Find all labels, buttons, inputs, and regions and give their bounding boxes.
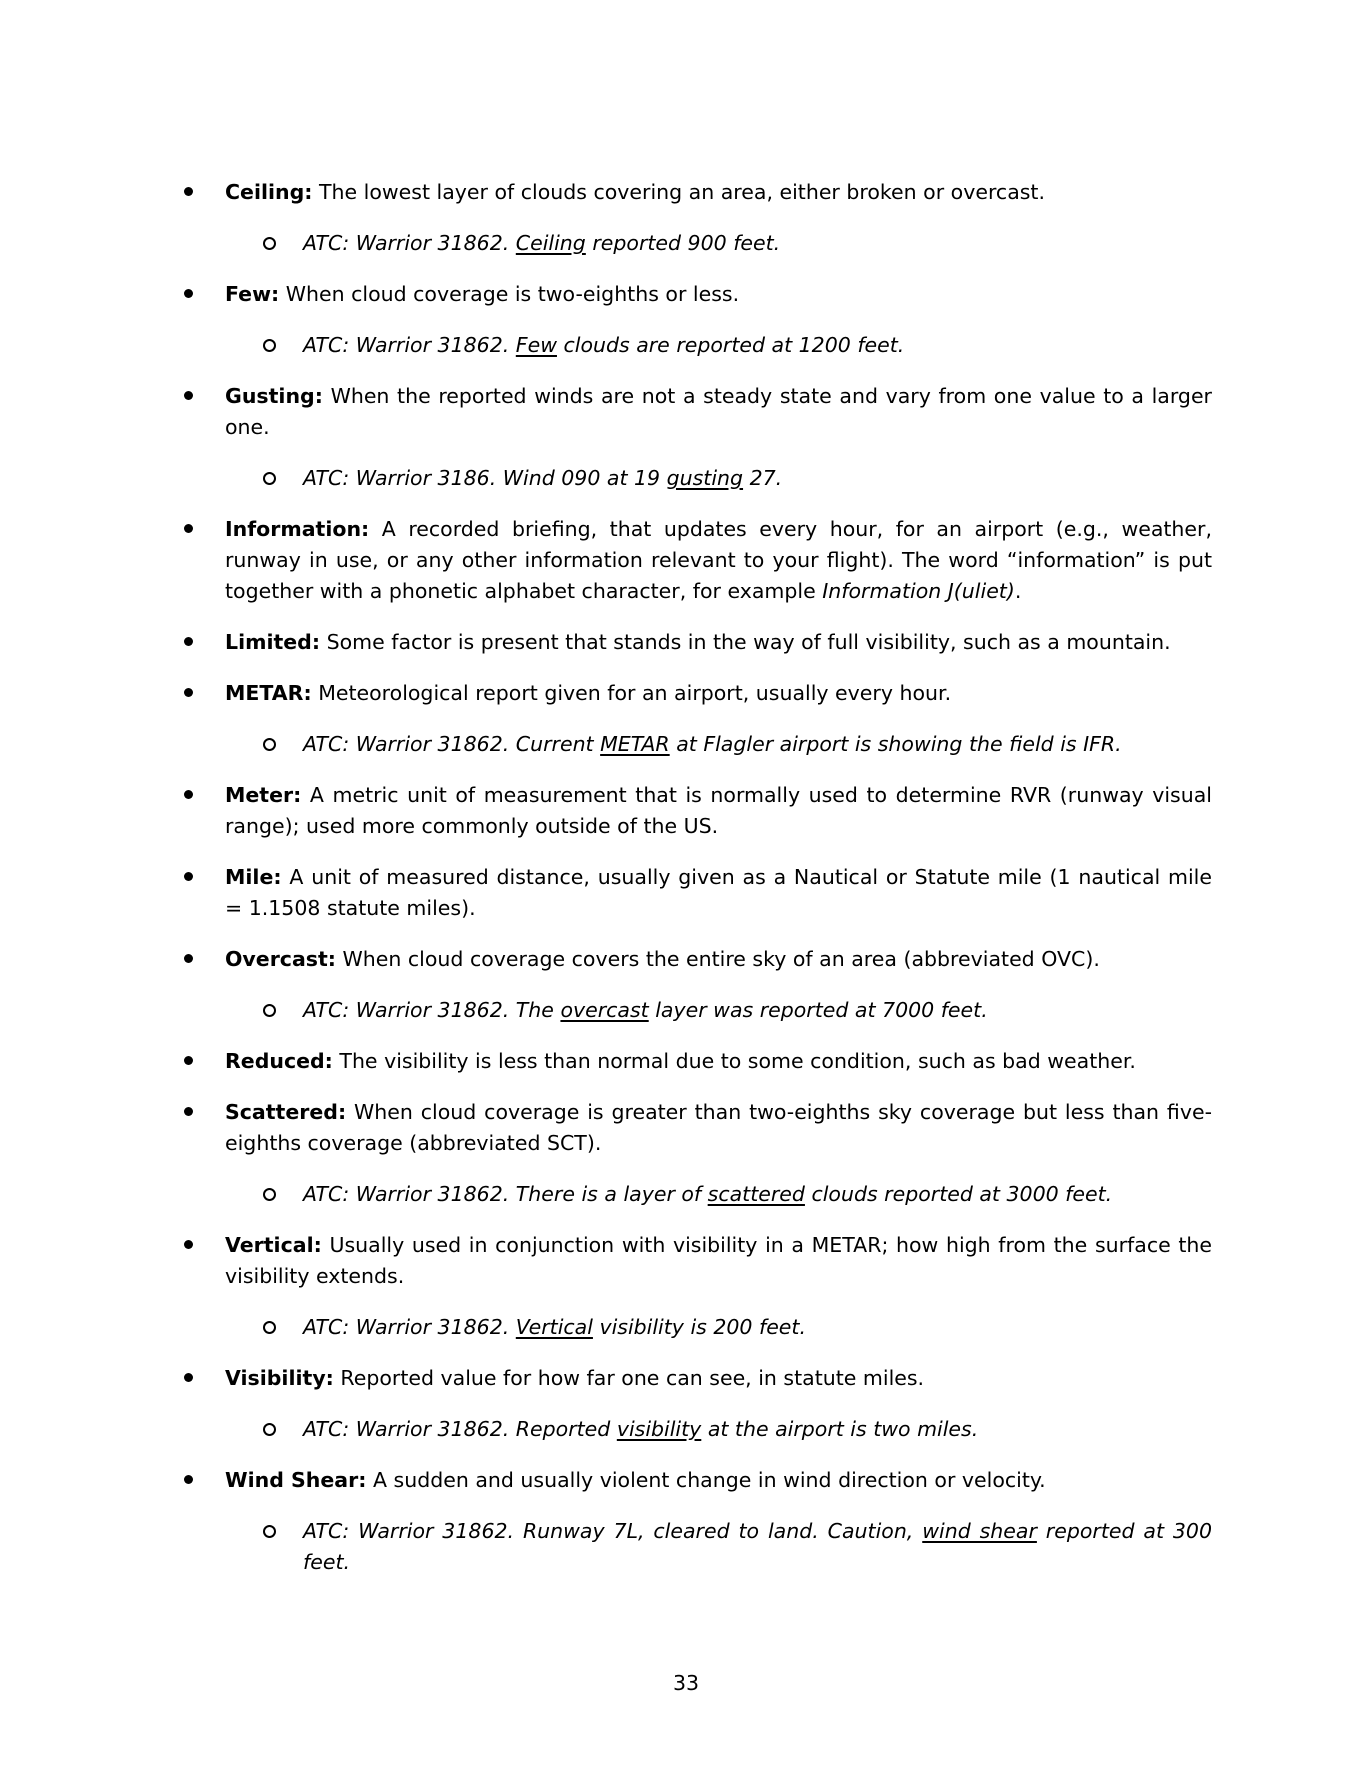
term-label: Reduced: (225, 1049, 333, 1073)
text-segment: The lowest layer of clouds covering an area, either broken or overcast. (319, 180, 1045, 204)
atc-example (182, 1516, 1212, 1578)
atc-example-text (303, 231, 780, 255)
bullet-icon (184, 1240, 193, 1249)
text-segment: scattered (707, 1182, 805, 1206)
text-segment: A unit of measured distance, usually given as a Nautical or Statute mile (1 nautical mile = 1.1508 statute miles). (225, 865, 1212, 920)
text-segment: visibility is 200 feet. (592, 1315, 806, 1339)
glossary-entry (182, 1046, 1212, 1077)
text-segment: gusting (666, 466, 744, 490)
text-segment: at Flagler airport is showing the field is IFR. (669, 732, 1122, 756)
term-label: Overcast: (225, 947, 336, 971)
term-definition (182, 1363, 1212, 1394)
text-segment: METAR (600, 732, 670, 756)
term-definition (182, 514, 1212, 607)
bullet-icon (184, 1107, 193, 1116)
circle-bullet-icon (263, 1321, 276, 1334)
term-label: Visibility: (225, 1366, 334, 1390)
definition-body (225, 1366, 924, 1390)
text-segment: ATC: Warrior 31862. Current (303, 732, 601, 756)
text-segment: Few (515, 333, 557, 357)
circle-bullet-icon (263, 1188, 276, 1201)
definition-body (225, 282, 739, 306)
text-segment: When cloud coverage is two-eighths or less. (285, 282, 740, 306)
term-definition (182, 381, 1212, 443)
glossary-entry (182, 780, 1212, 842)
definition-body (225, 180, 1045, 204)
atc-example-text (303, 998, 988, 1022)
glossary-entry (182, 1363, 1212, 1445)
text-segment: clouds reported at 3000 feet. (804, 1182, 1113, 1206)
bullet-icon (184, 637, 193, 646)
term-label: Wind Shear: (225, 1468, 367, 1492)
text-segment: Some factor is present that stands in the way of full visibility, such as a mountain. (326, 630, 1171, 654)
text-segment: ATC: Warrior 31862. (303, 333, 516, 357)
text-segment: ATC: Warrior 31862. The (303, 998, 561, 1022)
text-segment: ATC: Warrior 31862. (303, 231, 516, 255)
term-label: Scattered: (225, 1100, 347, 1124)
bullet-icon (184, 524, 193, 533)
atc-example-text (303, 1182, 1112, 1206)
glossary-entry (182, 381, 1212, 494)
glossary-entry (182, 279, 1212, 361)
bullet-icon (184, 1373, 193, 1382)
circle-bullet-icon (263, 1525, 276, 1538)
circle-bullet-icon (263, 1004, 276, 1017)
term-label: METAR: (225, 681, 312, 705)
text-segment: ATC: Warrior 31862. (303, 1315, 516, 1339)
atc-example (182, 1312, 1212, 1343)
text-segment: A recorded briefing, that updates every hour, for an airport (e.g., weather, runway in use, or any other information relevant to your flight). The word “information” is put together with a phonetic alphabet character, for example (225, 517, 1212, 603)
definition-body (225, 681, 951, 705)
atc-example (182, 1414, 1212, 1445)
glossary-list (182, 177, 1212, 1598)
text-segment: Vertical (515, 1315, 593, 1339)
text-segment: Meteorological report given for an airport, usually every hour. (318, 681, 952, 705)
glossary-entry (182, 1230, 1212, 1343)
atc-example (182, 463, 1212, 494)
bullet-icon (184, 872, 193, 881)
text-segment: at the airport is two miles. (701, 1417, 979, 1441)
definition-body (225, 384, 1212, 439)
atc-example-text (303, 1315, 806, 1339)
definition-body (225, 947, 1100, 971)
text-segment: When the reported winds are not a steady state and vary from one value to a larger one. (225, 384, 1212, 439)
text-segment: ATC: Warrior 31862. Reported (303, 1417, 617, 1441)
term-definition (182, 279, 1212, 310)
atc-example (182, 330, 1212, 361)
text-segment: A sudden and usually violent change in wind direction or velocity. (372, 1468, 1046, 1492)
definition-body (225, 1049, 1136, 1073)
term-definition (182, 944, 1212, 975)
text-segment: overcast (560, 998, 649, 1022)
term-label: Mile: (225, 865, 282, 889)
text-segment: When cloud coverage covers the entire sky of an area (abbreviated OVC). (342, 947, 1100, 971)
definition-body (225, 1233, 1212, 1288)
text-segment: reported at 300 feet. (303, 1519, 1213, 1574)
text-segment: Ceiling (515, 231, 586, 255)
term-label: Ceiling: (225, 180, 313, 204)
circle-bullet-icon (263, 472, 276, 485)
term-label: Few: (225, 282, 280, 306)
glossary-entry (182, 1097, 1212, 1210)
term-definition (182, 780, 1212, 842)
bullet-icon (184, 1056, 193, 1065)
term-definition (182, 1097, 1212, 1159)
bullet-icon (184, 289, 193, 298)
atc-example-text (303, 333, 904, 357)
term-definition (182, 177, 1212, 208)
text-segment: 27. (743, 466, 783, 490)
term-definition (182, 627, 1212, 658)
atc-example (182, 228, 1212, 259)
term-definition (182, 862, 1212, 924)
text-segment: visibility (616, 1417, 702, 1441)
term-definition (182, 1465, 1212, 1496)
text-segment: layer was reported at 7000 feet. (648, 998, 988, 1022)
glossary-entry (182, 177, 1212, 259)
circle-bullet-icon (263, 738, 276, 751)
text-segment: . (1014, 579, 1022, 603)
glossary-entry (182, 944, 1212, 1026)
text-segment: reported 900 feet. (585, 231, 781, 255)
term-definition (182, 1046, 1212, 1077)
atc-example (182, 1179, 1212, 1210)
definition-body (225, 517, 1212, 603)
text-segment: ATC: Warrior 3186. Wind 090 at 19 (303, 466, 667, 490)
definition-body (225, 1100, 1212, 1155)
term-label: Limited: (225, 630, 321, 654)
atc-example-text (303, 1519, 1212, 1574)
text-segment: The visibility is less than normal due to some condition, such as bad weather. (339, 1049, 1136, 1073)
bullet-icon (184, 688, 193, 697)
circle-bullet-icon (263, 339, 276, 352)
definition-body (225, 865, 1212, 920)
text-segment: ATC: Warrior 31862. There is a layer of (303, 1182, 708, 1206)
atc-example-text (303, 1417, 978, 1441)
page-number: 33 (672, 1671, 700, 1695)
text-segment: Reported value for how far one can see, in statute miles. (340, 1366, 925, 1390)
bullet-icon (184, 954, 193, 963)
text-segment: clouds are reported at 1200 feet. (556, 333, 905, 357)
circle-bullet-icon (263, 1423, 276, 1436)
text-segment: wind shear (922, 1519, 1037, 1543)
bullet-icon (184, 1475, 193, 1484)
definition-body (225, 783, 1212, 838)
text-segment: ATC: Warrior 31862. Runway 7L, cleared to land. Caution, (303, 1519, 923, 1543)
definition-body (225, 630, 1171, 654)
term-definition (182, 1230, 1212, 1292)
atc-example (182, 995, 1212, 1026)
glossary-entry (182, 514, 1212, 607)
term-label: Gusting: (225, 384, 323, 408)
text-segment: Usually used in conjunction with visibility in a METAR; how high from the surface the visibility extends. (225, 1233, 1212, 1288)
term-label: Vertical: (225, 1233, 322, 1257)
circle-bullet-icon (263, 237, 276, 250)
term-label: Information: (225, 517, 370, 541)
atc-example-text (303, 466, 782, 490)
bullet-icon (184, 790, 193, 799)
definition-body (225, 1468, 1046, 1492)
bullet-icon (184, 187, 193, 196)
glossary-entry (182, 627, 1212, 658)
term-label: Meter: (225, 783, 302, 807)
bullet-icon (184, 391, 193, 400)
text-segment: Information J(uliet) (822, 579, 1015, 603)
text-segment: A metric unit of measurement that is normally used to determine RVR (runway visual range); used more commonly outside of the US. (225, 783, 1212, 838)
term-definition (182, 678, 1212, 709)
atc-example-text (303, 732, 1122, 756)
atc-example (182, 729, 1212, 760)
glossary-entry (182, 678, 1212, 760)
text-segment: When cloud coverage is greater than two-eighths sky coverage but less than five-eighths coverage (abbreviated SCT). (225, 1100, 1212, 1155)
glossary-entry (182, 1465, 1212, 1578)
glossary-entry (182, 862, 1212, 924)
